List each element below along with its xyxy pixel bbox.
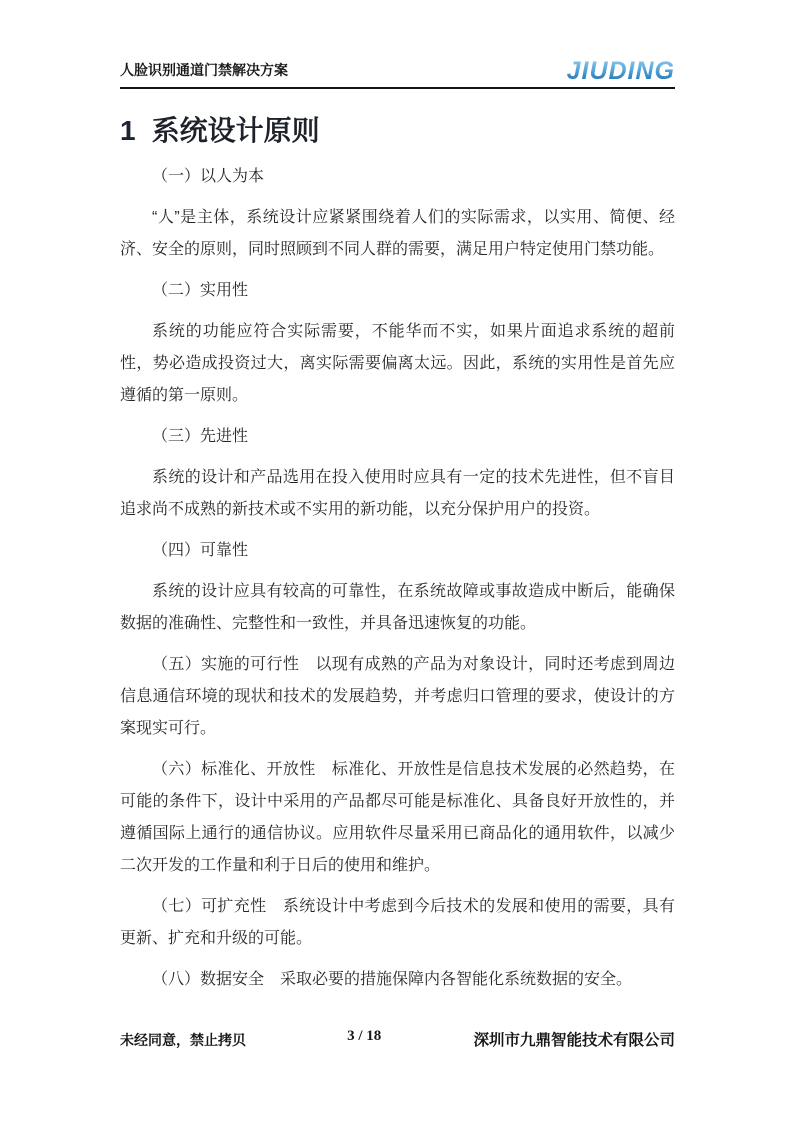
section-subheading: （四）可靠性 <box>152 542 249 559</box>
jiuding-logo: JIUDING <box>566 57 675 85</box>
paragraph: 系统的设计和产品选用在投入使用时应具有一定的技术先进性，但不盲目追求尚不成熟的新技术或不实用的新功能，以充分保护用户的投资。 <box>120 469 675 518</box>
paragraph: 系统的设计应具有较高的可靠性，在系统故障或事故造成中断后，能确保数据的准确性、完整性和一致性，并具备迅速恢复的功能。 <box>120 583 675 632</box>
paragraph: “人”是主体，系统设计应紧紧围绕着人们的实际需求，以实用、简便、经济、安全的原则，同时照顾到不同人群的需要，满足用户特定使用门禁功能。 <box>120 209 675 258</box>
document-body <box>120 161 675 996</box>
page-number: 3 / 18 <box>347 1028 382 1044</box>
header-divider <box>120 87 675 89</box>
paragraph: （六）标准化、开放性 标准化、开放性是信息技术发展的必然趋势，在可能的条件下，设计中采用的产品都尽可能是标准化、具备良好开放性的，并遵循国际上通行的通信协议。应用软件尽量采用已商品化的通用软件，以减少二次开发的工作量和利于日后的使用和维护。 <box>120 761 675 874</box>
heading-number: 1 <box>120 115 136 146</box>
page-title <box>120 111 675 151</box>
header-doc-title: 人脸识别通道门禁解决方案 <box>120 62 288 79</box>
paragraph: （八）数据安全 采取必要的措施保障内各智能化系统数据的安全。 <box>152 971 633 988</box>
paragraph: 系统的功能应符合实际需要，不能华而不实，如果片面追求系统的超前性，势必造成投资过大，离实际需要偏离太远。因此，系统的实用性是首先应遵循的第一原则。 <box>120 323 675 404</box>
heading-text: 系统设计原则 <box>151 115 320 146</box>
section-subheading: （一）以人为本 <box>152 168 265 185</box>
paragraph: （五）实施的可行性 以现有成熟的产品为对象设计，同时还考虑到周边信息通信环境的现状和技术的发展趋势，并考虑归口管理的要求，使设计的方案现实可行。 <box>120 656 675 737</box>
section-subheading: （二）实用性 <box>152 282 249 299</box>
page-footer <box>120 1028 675 1050</box>
copy-notice: 未经同意，禁止拷贝 <box>120 1032 246 1048</box>
paragraph: （七）可扩充性 系统设计中考虑到今后技术的发展和使用的需要，具有更新、扩充和升级的可能。 <box>120 898 675 947</box>
company-name: 深圳市九鼎智能技术有限公司 <box>473 1032 675 1049</box>
page-header <box>120 56 675 85</box>
section-subheading: （三）先进性 <box>152 428 249 445</box>
